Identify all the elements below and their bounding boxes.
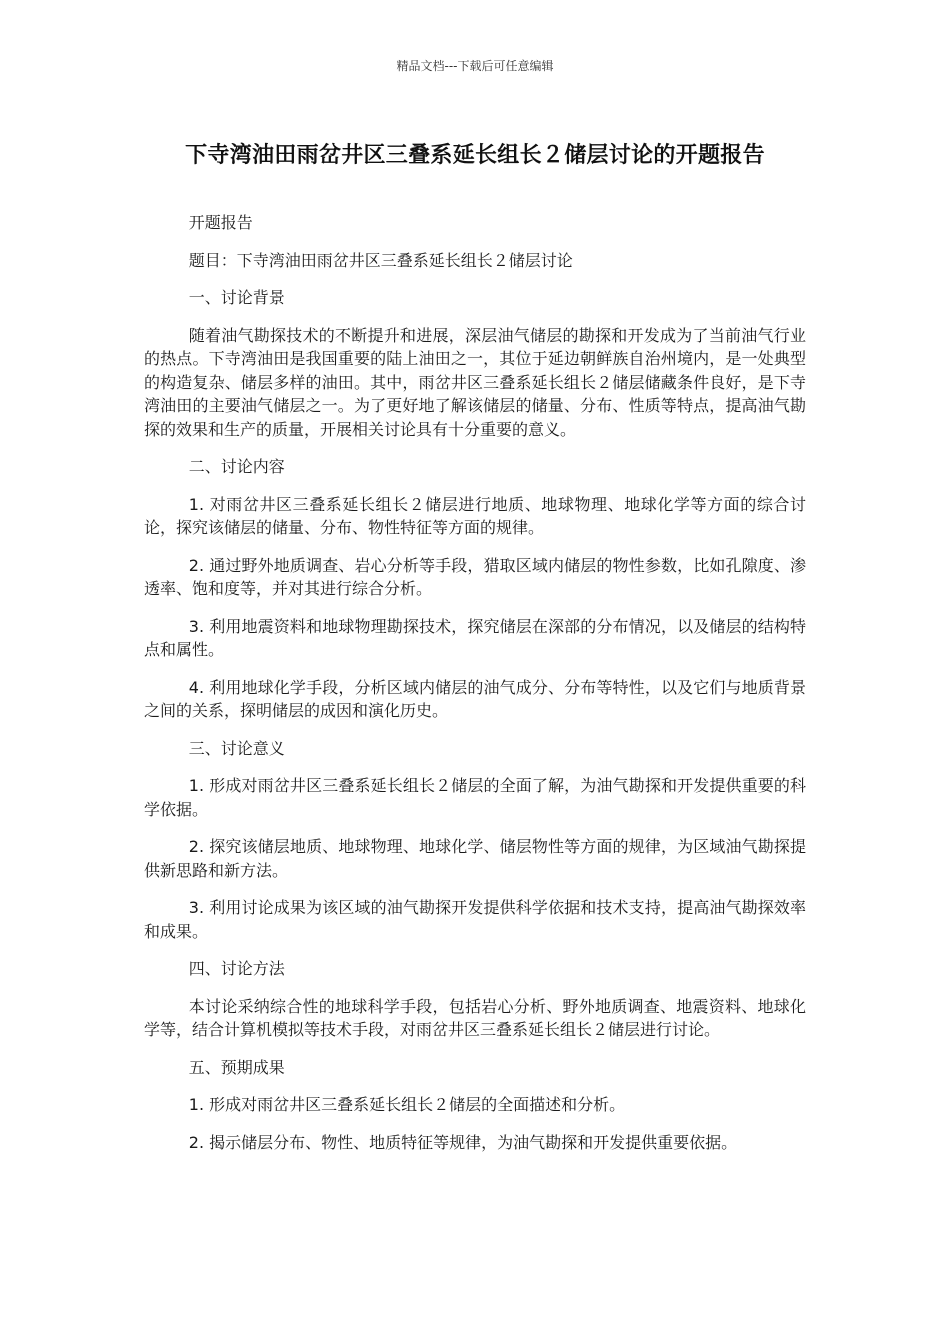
section-heading-method: 四、讨论方法 [188, 959, 285, 978]
paragraph-content-1: 1. 对雨岔井区三叠系延长组长２储层进行地质、地球物理、地球化学等方面的综合讨论，探究该储层的储量、分布、物性特征等方面的规律。 [144, 494, 806, 537]
paragraph-report-label: 开题报告 [188, 213, 253, 232]
paragraph-significance-2: 2. 探究该储层地质、地球物理、地球化学、储层物性等方面的规律，为区域油气勘探提供新思路和新方法。 [144, 837, 806, 880]
paragraph-topic: 题目：下寺湾油田雨岔井区三叠系延长组长２储层讨论 [188, 250, 573, 270]
paragraph-method: 本讨论采纳综合性的地球科学手段，包括岩心分析、野外地质调查、地震资料、地球化学等，结合计算机模拟等技术手段，对雨岔井区三叠系延长组长２储层进行讨论。 [144, 996, 806, 1039]
paragraph-results-2: 2. 揭示储层分布、物性、地质特征等规律，为油气勘探和开发提供重要依据。 [188, 1132, 738, 1152]
section-heading-significance: 三、讨论意义 [188, 738, 285, 758]
paragraph-significance-3: 3. 利用讨论成果为该区域的油气勘探开发提供科学依据和技术支持，提高油气勘探效率和成果。 [144, 898, 806, 941]
document-body [144, 211, 806, 1168]
paragraph-content-4: 4. 利用地球化学手段，分析区域内储层的油气成分、分布等特性，以及它们与地质背景之间的关系，探明储层的成因和演化历史。 [144, 677, 806, 720]
section-heading-results: 五、预期成果 [188, 1057, 285, 1077]
section-heading-content: 二、讨论内容 [188, 457, 285, 476]
paragraph-results-1: 1. 形成对雨岔井区三叠系延长组长２储层的全面描述和分析。 [188, 1095, 626, 1114]
paragraph-content-3: 3. 利用地震资料和地球物理勘探技术，探究储层在深部的分布情况，以及储层的结构特点和属性。 [144, 616, 806, 659]
document-title: 下寺湾油田雨岔井区三叠系延长组长２储层讨论的开题报告 [185, 143, 765, 168]
paragraph-significance-1: 1. 形成对雨岔井区三叠系延长组长２储层的全面了解，为油气勘探和开发提供重要的科学依据。 [144, 776, 806, 819]
paragraph-background: 随着油气勘探技术的不断提升和进展，深层油气储层的勘探和开发成为了当前油气行业的热点。下寺湾油田是我国重要的陆上油田之一，其位于延边朝鲜族自治州境内，是一处典型的构造复杂、储层多样的油田。其中，雨岔井区三叠系延长组长２储层储藏条件良好，是下寺湾油田的主要油气储层之一。为了更好地了解该储层的储量、分布、性质等特点，提高油气勘探的效果和生产的质量，开展相关讨论具有十分重要的意义。 [144, 325, 806, 439]
paragraph-content-2: 2. 通过野外地质调查、岩心分析等手段，猎取区域内储层的物性参数，比如孔隙度、渗透率、饱和度等，并对其进行综合分析。 [144, 555, 806, 598]
section-heading-background: 一、讨论背景 [188, 288, 285, 307]
page-header: 精品文档---下载后可任意编辑 [396, 59, 554, 73]
